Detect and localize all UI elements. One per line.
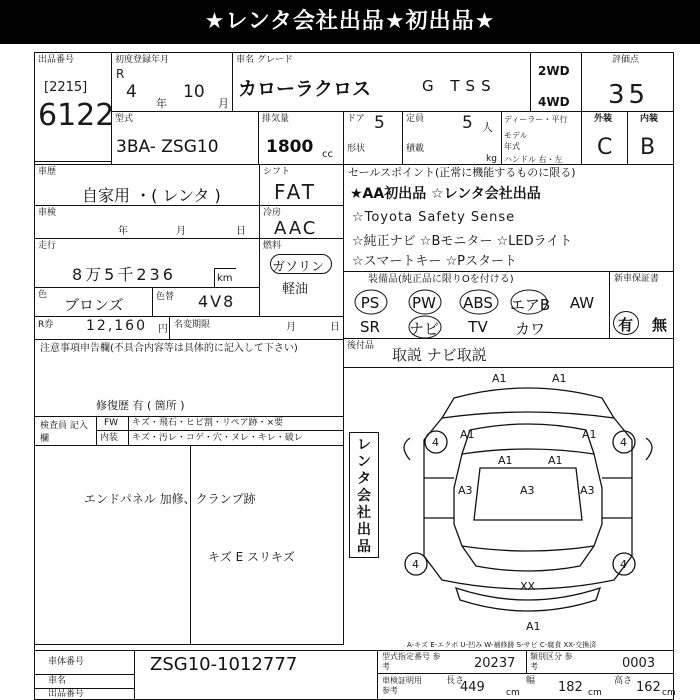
vin-value: ZSG10-1012777	[150, 654, 298, 675]
class-label: 類別区分 参考	[530, 652, 573, 671]
shift-value: FAT	[274, 180, 318, 204]
insp-day-unit: 日	[236, 226, 246, 237]
interior-label: 内装	[640, 114, 659, 124]
mark-a1-hood-left: A1	[498, 454, 513, 467]
equip-sr: SR	[360, 318, 380, 336]
tire-fl-label: 4	[432, 436, 439, 449]
car-diagram	[384, 368, 672, 638]
mark-a3-roof: A3	[520, 484, 535, 497]
lot-label: 出品番号	[38, 55, 75, 65]
aircon-value: AAC	[274, 218, 318, 239]
nc-month-unit: 月	[286, 322, 296, 333]
dealer-label: ディーラー・平行	[504, 115, 568, 124]
doors-value: 5	[374, 113, 385, 133]
inspector-div2	[128, 416, 129, 446]
inspector-hline	[96, 430, 344, 431]
vin-hline-1	[34, 674, 134, 675]
warranty-has: 有	[618, 316, 634, 334]
lot-number: 6122	[38, 98, 115, 133]
name-change-label: 名変期限	[174, 320, 211, 330]
color-change-label: 色替	[156, 292, 175, 302]
handle-label: ハンドル 右・左	[504, 155, 563, 164]
length-label: 長さ	[446, 676, 465, 686]
mark-a1-fender-left: A1	[460, 428, 475, 441]
displacement-label: 排気量	[262, 114, 290, 124]
km-unit: km	[217, 273, 233, 284]
inspector-in-text: キズ・汚レ・コゲ・穴・ヌレ・キレ・破レ	[132, 433, 303, 443]
equip-aw: AW	[569, 294, 595, 312]
aftermarket-value: 取説 ナビ取説	[392, 346, 487, 364]
remarks-divider	[190, 445, 191, 645]
equipment-label: 装備品(純正品に限りOを付ける)	[368, 274, 514, 285]
cert-label: 車検証明用 参考	[382, 676, 422, 695]
front-hood	[442, 388, 614, 418]
equip-navi: ナビ	[408, 320, 439, 338]
sales-line-2: ☆Toyota Safety Sense	[352, 210, 516, 225]
capacity-label: 定員	[406, 114, 425, 124]
history-value: 自家用 ・( レンタ )	[82, 186, 221, 205]
model-year-label: モデル 年式	[504, 131, 528, 151]
car-name-label: 車名 グレード	[236, 55, 293, 65]
capacity-unit: 人	[482, 121, 493, 134]
circle-airbag	[511, 290, 547, 314]
header-banner: ★レンタ会社出品★初出品★	[0, 0, 700, 44]
remarks-cell	[34, 445, 344, 645]
shift-label: シフト	[263, 167, 291, 177]
designation-label: 型式指定番号 参考	[382, 652, 441, 671]
inspector-fw: FW	[104, 418, 119, 428]
exterior-label: 外装	[594, 114, 613, 124]
mirror-left	[404, 438, 410, 460]
exterior-grade: C	[597, 135, 613, 160]
interior-grade: B	[640, 135, 656, 160]
cc-unit: cc	[322, 149, 333, 160]
color-label: 色	[38, 290, 48, 300]
vin-divider	[134, 650, 135, 700]
mileage-value: 8万5千236	[72, 265, 176, 284]
inspection-cell	[34, 205, 260, 239]
remarks-line-2: キズ E スリキズ	[208, 550, 295, 564]
shape-label: 形状	[347, 144, 366, 154]
color-code: 4V8	[198, 292, 236, 311]
vin-label: 車体番号	[48, 657, 85, 667]
insp-year-unit: 年	[118, 226, 128, 237]
sales-points-label: セールスポイント(正常に機能するものに限る)	[348, 166, 576, 179]
warranty-label: 新車保証書	[614, 274, 660, 284]
color-value: ブロンズ	[64, 296, 124, 314]
mark-a1-fender-right: A1	[582, 428, 597, 441]
inspector-label: 検査員 記入欄	[40, 421, 88, 444]
equip-airbag: エアB	[509, 296, 551, 314]
notes-label: 注意事項申告欄(不具合内容等は具体的に記入して下さい)	[40, 343, 298, 354]
designation-value: 20237	[474, 656, 516, 671]
body-outline	[424, 418, 632, 589]
circle-abs	[460, 290, 498, 314]
first-reg-year: 4	[126, 82, 137, 102]
fuel-label: 燃料	[263, 241, 282, 251]
mark-a1-hood-right: A1	[548, 454, 563, 467]
repair-history: 修復歴 有 ( 箇所 )	[96, 399, 185, 412]
car-grade: G TSS	[422, 77, 497, 95]
mark-a1-rear-bumper: A1	[526, 620, 541, 633]
width-value: 182	[558, 680, 583, 695]
lot-bracket: [2215]	[44, 80, 88, 95]
circle-ps	[355, 290, 387, 314]
inspector-fw-text: キズ・飛石・ヒビ割・リペア跡・×要	[132, 418, 284, 428]
length-value: 449	[460, 680, 485, 695]
displacement-value: 1800	[266, 137, 314, 157]
mirror-right	[646, 438, 652, 460]
equip-abs: ABS	[463, 294, 493, 312]
windshield	[462, 424, 594, 454]
score-value: 35	[608, 80, 650, 110]
recycle-value: 12,160	[86, 318, 147, 334]
two-wd: 2WD	[538, 64, 570, 78]
mileage-label: 走行	[38, 241, 57, 251]
height-value: 162	[636, 680, 661, 695]
warranty-has-circle	[613, 311, 639, 335]
designation-divider	[526, 650, 527, 674]
width-unit: cm	[588, 688, 602, 698]
doors-label: ドア	[347, 114, 365, 124]
four-wd: 4WD	[538, 95, 570, 109]
equip-tv: TV	[468, 318, 488, 336]
mark-a3-door-right: A3	[580, 484, 595, 497]
bottom-car-name-label: 車名	[48, 676, 67, 686]
fuel-diesel: 軽油	[282, 282, 309, 297]
nc-day-unit: 日	[330, 322, 340, 333]
warranty-none: 無	[652, 316, 668, 334]
mark-xx-rear: XX	[520, 580, 536, 593]
length-unit: cm	[506, 688, 520, 698]
fuel-gas: ガソリン	[272, 260, 325, 275]
mark-a1-front-left: A1	[492, 372, 507, 385]
fuel-gas-circle	[270, 254, 332, 274]
bottom-lot-label: 出品番号	[48, 689, 85, 699]
load-unit: kg	[486, 154, 497, 164]
model-value: 3BA- ZSG10	[116, 137, 219, 157]
tire-fr-label: 4	[620, 436, 627, 449]
inspection-label: 車検	[38, 208, 57, 218]
inspector-div1	[96, 416, 97, 446]
equip-pw: PW	[412, 294, 436, 312]
sales-line-4: ☆スマートキー ☆Pスタート	[352, 254, 518, 269]
first-reg-label: 初度登録年月	[115, 55, 170, 65]
height-label: 高さ	[614, 676, 633, 686]
equipment-circles	[343, 285, 610, 339]
model-label: 型式	[115, 114, 134, 124]
mark-a1-front-right: A1	[552, 372, 567, 385]
yen-unit: 円	[158, 324, 168, 335]
capacity-value: 5	[462, 113, 473, 133]
tire-rl-label: 4	[412, 558, 419, 571]
mark-a3-door-left: A3	[458, 484, 473, 497]
aftermarket-label: 後付品	[347, 341, 375, 351]
width-label: 幅	[526, 676, 536, 686]
first-reg-month: 10	[183, 82, 205, 102]
insp-month-unit: 月	[176, 226, 186, 237]
circle-navi	[409, 316, 441, 338]
equip-leather: カワ	[514, 320, 545, 338]
recycle-label: R券	[38, 320, 54, 330]
color-divider	[152, 287, 153, 317]
first-reg-era: R	[116, 67, 125, 81]
inspector-in: 内装	[100, 433, 119, 443]
sales-line-1: ★AA初出品 ☆レンタ会社出品	[350, 186, 541, 202]
sales-line-3: ☆純正ナビ ☆Bモニター ☆LEDライト	[352, 234, 573, 249]
aircon-label: 冷房	[263, 208, 282, 218]
equip-ps: PS	[360, 294, 380, 312]
score-label: 評価点	[612, 55, 640, 65]
rear-glass	[462, 546, 594, 571]
tire-rr-label: 4	[620, 558, 627, 571]
class-value: 0003	[622, 656, 656, 671]
remarks-line-1: エンドパネル 加修、クランプ跡	[84, 492, 256, 506]
diagram-legend: A-キズ E-エクボ U-凹み W-補修跡 S-サビ C-腐食 XX-交換済	[407, 641, 597, 649]
vertical-label: レンタ会社出品	[357, 437, 371, 555]
month-unit: 月	[218, 97, 229, 110]
history-label: 車歴	[38, 167, 57, 177]
circle-pw	[409, 290, 441, 314]
year-unit: 年	[156, 97, 167, 110]
load-label: 積載	[406, 144, 425, 154]
height-unit: cm	[662, 688, 676, 698]
car-name: カローラクロス	[238, 78, 372, 100]
